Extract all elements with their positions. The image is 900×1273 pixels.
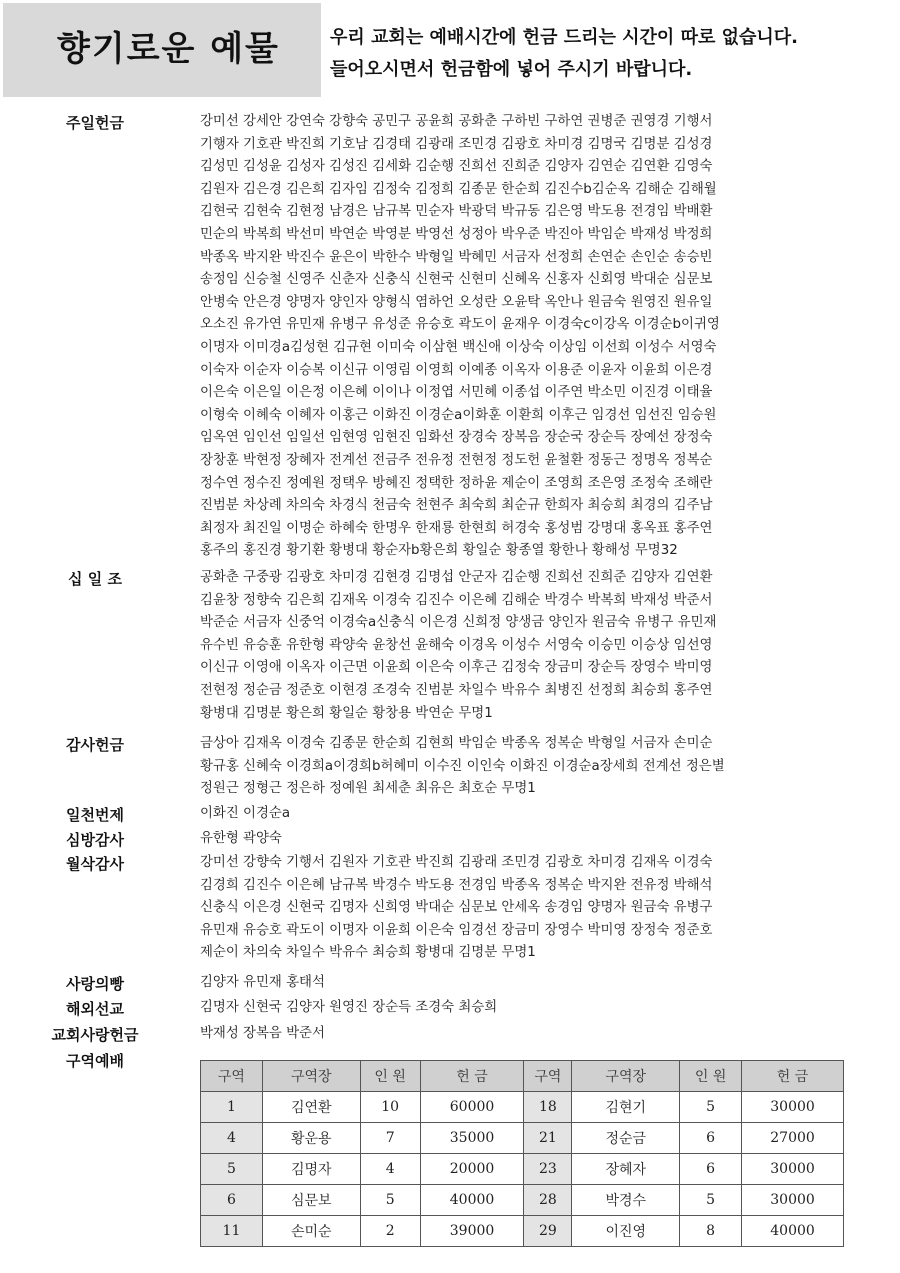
- section-label-ilcheon: 일천번제: [66, 806, 124, 824]
- notice-line-1: 우리 교회는 예배시간에 헌금 드리는 시간이 따로 없습니다.: [330, 27, 799, 48]
- table-cell: 1: [201, 1092, 263, 1123]
- table-cell: 30000: [742, 1092, 844, 1123]
- table-cell: 황운용: [262, 1123, 360, 1154]
- table-cell: 4: [360, 1154, 420, 1185]
- table-cell: 2: [360, 1216, 420, 1247]
- table-cell: 4: [201, 1123, 263, 1154]
- section-names-thanks: 금상아 김재옥 이경숙 김종문 한순희 김현희 박임순 박종옥 정복순 박형일 서금자 손미순 황규홍 신혜숙 이경희a이경희b허혜미 이수진 이인숙 이화진 이경순a장세희 전계선 정은별 정원근 정형근 정은하 정예원 최세춘 최유은 최호순 무명1: [200, 736, 725, 797]
- header-cell: 구역장: [572, 1061, 680, 1092]
- header-cell: 헌 금: [420, 1061, 524, 1092]
- table-cell: 손미순: [262, 1216, 360, 1247]
- table-cell: 정순금: [572, 1123, 680, 1154]
- table-cell: 28: [524, 1185, 572, 1216]
- table-row: [201, 1185, 844, 1216]
- notice-text: [330, 22, 798, 86]
- table-row: [201, 1123, 844, 1154]
- table-cell: 20000: [420, 1154, 524, 1185]
- table-cell: 장혜자: [572, 1154, 680, 1185]
- table-cell: 심문보: [262, 1185, 360, 1216]
- table-cell: 6: [680, 1123, 742, 1154]
- table-cell: 40000: [420, 1185, 524, 1216]
- region-table-header: [201, 1061, 844, 1092]
- table-cell: 6: [201, 1185, 263, 1216]
- header-cell: 인 원: [360, 1061, 420, 1092]
- table-cell: 30000: [742, 1154, 844, 1185]
- section-label-thanks: 감사헌금: [66, 736, 124, 754]
- table-cell: 27000: [742, 1123, 844, 1154]
- table-cell: 박경수: [572, 1185, 680, 1216]
- section-label-tithe: 십 일 조: [68, 570, 122, 588]
- page-title: 향기로운 예물: [57, 29, 280, 69]
- header-cell: 인 원: [680, 1061, 742, 1092]
- section-label-mission: 해외선교: [66, 1000, 124, 1018]
- section-label-visit: 심방감사: [66, 831, 124, 849]
- table-cell: 이진영: [572, 1216, 680, 1247]
- header-cell: 헌 금: [742, 1061, 844, 1092]
- section-names-mission: 김명자 신현국 김양자 원영진 장순득 조경숙 최승희: [200, 1000, 498, 1015]
- section-label-monthly: 월삭감사: [66, 855, 124, 873]
- table-row: [201, 1092, 844, 1123]
- table-cell: 김현기: [572, 1092, 680, 1123]
- header-cell: 구역: [201, 1061, 263, 1092]
- section-names-monthly: 강미선 강향숙 기행서 김원자 기호관 박진희 김광래 조민경 김광호 차미경 김재옥 이경숙 김경희 김진수 이은혜 남규복 박경수 박도용 전경임 박종옥 정복순 박지완 전유정 박해석 신충식 이은경 신현국 김명자 신희영 박대순 심문보 안세옥 송경임 양명자 원금숙 유병구 유민재 유승호 곽도이 이명자 이윤희 이은숙 임경선 장금미 장영수 박미영 장정숙 정준호 제순이 차의숙 차일수 박유수 최승희 황병대 김명분 무명1: [200, 855, 713, 961]
- section-label-church-love: 교회사랑헌금: [51, 1026, 139, 1044]
- title-banner: [3, 3, 321, 97]
- header-cell: 구역: [524, 1061, 572, 1092]
- section-label-sunday: 주일헌금: [66, 114, 124, 132]
- section-names-visit: 유한형 곽양숙: [200, 831, 282, 846]
- table-cell: 39000: [420, 1216, 524, 1247]
- section-names-sunday: 강미선 강세안 강연숙 강향숙 공민구 공윤희 공화춘 구하빈 구하연 권병준 권영경 기행서 기행자 기호관 박진희 기호남 김경태 김광래 조민경 김광호 차미경 김명국 김명분 김성경 김성민 김성윤 김성자 김성진 김세화 김순행 진희선 진희준 김양자 김연순 김연환 김영숙 김원자 김은경 김은희 김자임 김정숙 김정희 김종문 한순희 김진수b김순옥 김해순 김해월 김현국 김현숙 김현정 남경은 남규복 민순자 박광덕 박규동 김은영 박도용 전경임 박배환 민순의 박복희 박선미 박연순 박영분 박영선 성정아 박우준 박진아 박임순 박재성 박정희 박종옥 박지완 박진수 윤은이 박한수 박형일 박혜민 서금자 선정희 손연순 손인순 송승빈 송정임 신승철 신영주 신춘자 신충식 신현국 신현미 신혜옥 신홍자 신회영 박대순 심문보 안병숙 안은경 양명자 양인자 양형식 염하언 오성란 오윤탁 옥안나 원금숙 원영진 원유일 오소진 유가연 유민재 유병구 유성준 유승호 곽도이 윤재우 이경숙c이강옥 이경순b이귀영 이명자 이미경a김성현 김규현 이미숙 이삼현 백신애 이상숙 이상임 이선희 이성수 서영숙 이숙자 이순자 이승복 이신규 이영림 이영희 이예종 이옥자 이용준 이윤자 이윤희 이은경 이은숙 이은일 이은정 이은혜 이이나 이정엽 서민혜 이종섭 이주연 박소민 이진경 이태율 이형숙 이혜숙 이혜자 이홍근 이화진 이경순a이화훈 이환희 이후근 임경선 임선진 임승원 임옥연 임인선 임일선 임현영 임현진 임화선 장경숙 장복음 장순국 장순득 장예선 장정숙 장창훈 박현정 장혜자 전계선 전금주 전유정 전현정 정도헌 윤철환 정동근 정명옥 정복순 정수연 정수진 정예원 정택우 방혜진 정택한 정하윤 제순이 조영희 조은영 조정숙 조해란 진범분 차상례 차의숙 차경식 천금숙 천현주 최숙희 최순규 한희자 최승희 최경의 김주남 최정자 최진일 이명순 하혜숙 한명우 한재룡 한현희 허경숙 홍성범 강명대 홍옥표 홍주연 홍주의 홍진경 황기환 황병대 황순자b황은희 황일순 황종열 황한나 황해성 무명32: [200, 114, 720, 559]
- section-label-love-bread: 사랑의빵: [66, 975, 124, 993]
- notice-line-2: 들어오시면서 헌금함에 넣어 주시기 바랍니다.: [330, 59, 693, 80]
- region-table: [200, 1060, 844, 1247]
- table-cell: 29: [524, 1216, 572, 1247]
- table-cell: 5: [360, 1185, 420, 1216]
- table-cell: 5: [680, 1185, 742, 1216]
- table-row: [201, 1154, 844, 1185]
- section-names-church-love: 박재성 장복음 박준서: [200, 1026, 325, 1041]
- table-cell: 10: [360, 1092, 420, 1123]
- table-cell: 김명자: [262, 1154, 360, 1185]
- table-cell: 23: [524, 1154, 572, 1185]
- table-cell: 7: [360, 1123, 420, 1154]
- table-cell: 35000: [420, 1123, 524, 1154]
- table-cell: 5: [201, 1154, 263, 1185]
- table-cell: 6: [680, 1154, 742, 1185]
- table-cell: 11: [201, 1216, 263, 1247]
- table-cell: 21: [524, 1123, 572, 1154]
- table-cell: 40000: [742, 1216, 844, 1247]
- section-names-tithe: 공화춘 구중광 김광호 차미경 김현경 김명섭 안군자 김순행 진희선 진희준 김양자 김연환 김윤창 정향숙 김은희 김재옥 이경숙 김진수 이은혜 김해순 박경수 박복희 박재성 박준서 박준순 서금자 신중억 이경숙a신충식 이은경 신희정 양생금 양인자 원금숙 유병구 유민재 유수빈 유승훈 유한형 곽양숙 윤창선 윤해숙 이경옥 이성수 서영숙 이승민 이승상 임선영 이신규 이영애 이옥자 이근면 이윤희 이은숙 이후근 김정숙 장금미 장순득 장영수 박미영 전현정 정순금 정준호 이현경 조경숙 진범분 차일수 박유수 최병진 선정희 최승희 홍주연 황병대 김명분 황은희 황일순 황창용 박연순 무명1: [200, 570, 717, 721]
- table-cell: 5: [680, 1092, 742, 1123]
- table-cell: 18: [524, 1092, 572, 1123]
- table-cell: 30000: [742, 1185, 844, 1216]
- section-label-region: 구역예배: [66, 1052, 124, 1070]
- table-row: [201, 1216, 844, 1247]
- table-cell: 60000: [420, 1092, 524, 1123]
- table-cell: 김연환: [262, 1092, 360, 1123]
- header-cell: 구역장: [262, 1061, 360, 1092]
- table-cell: 8: [680, 1216, 742, 1247]
- section-names-ilcheon: 이화진 이경순a: [200, 806, 291, 821]
- section-names-love-bread: 김양자 유민재 홍태석: [200, 975, 325, 990]
